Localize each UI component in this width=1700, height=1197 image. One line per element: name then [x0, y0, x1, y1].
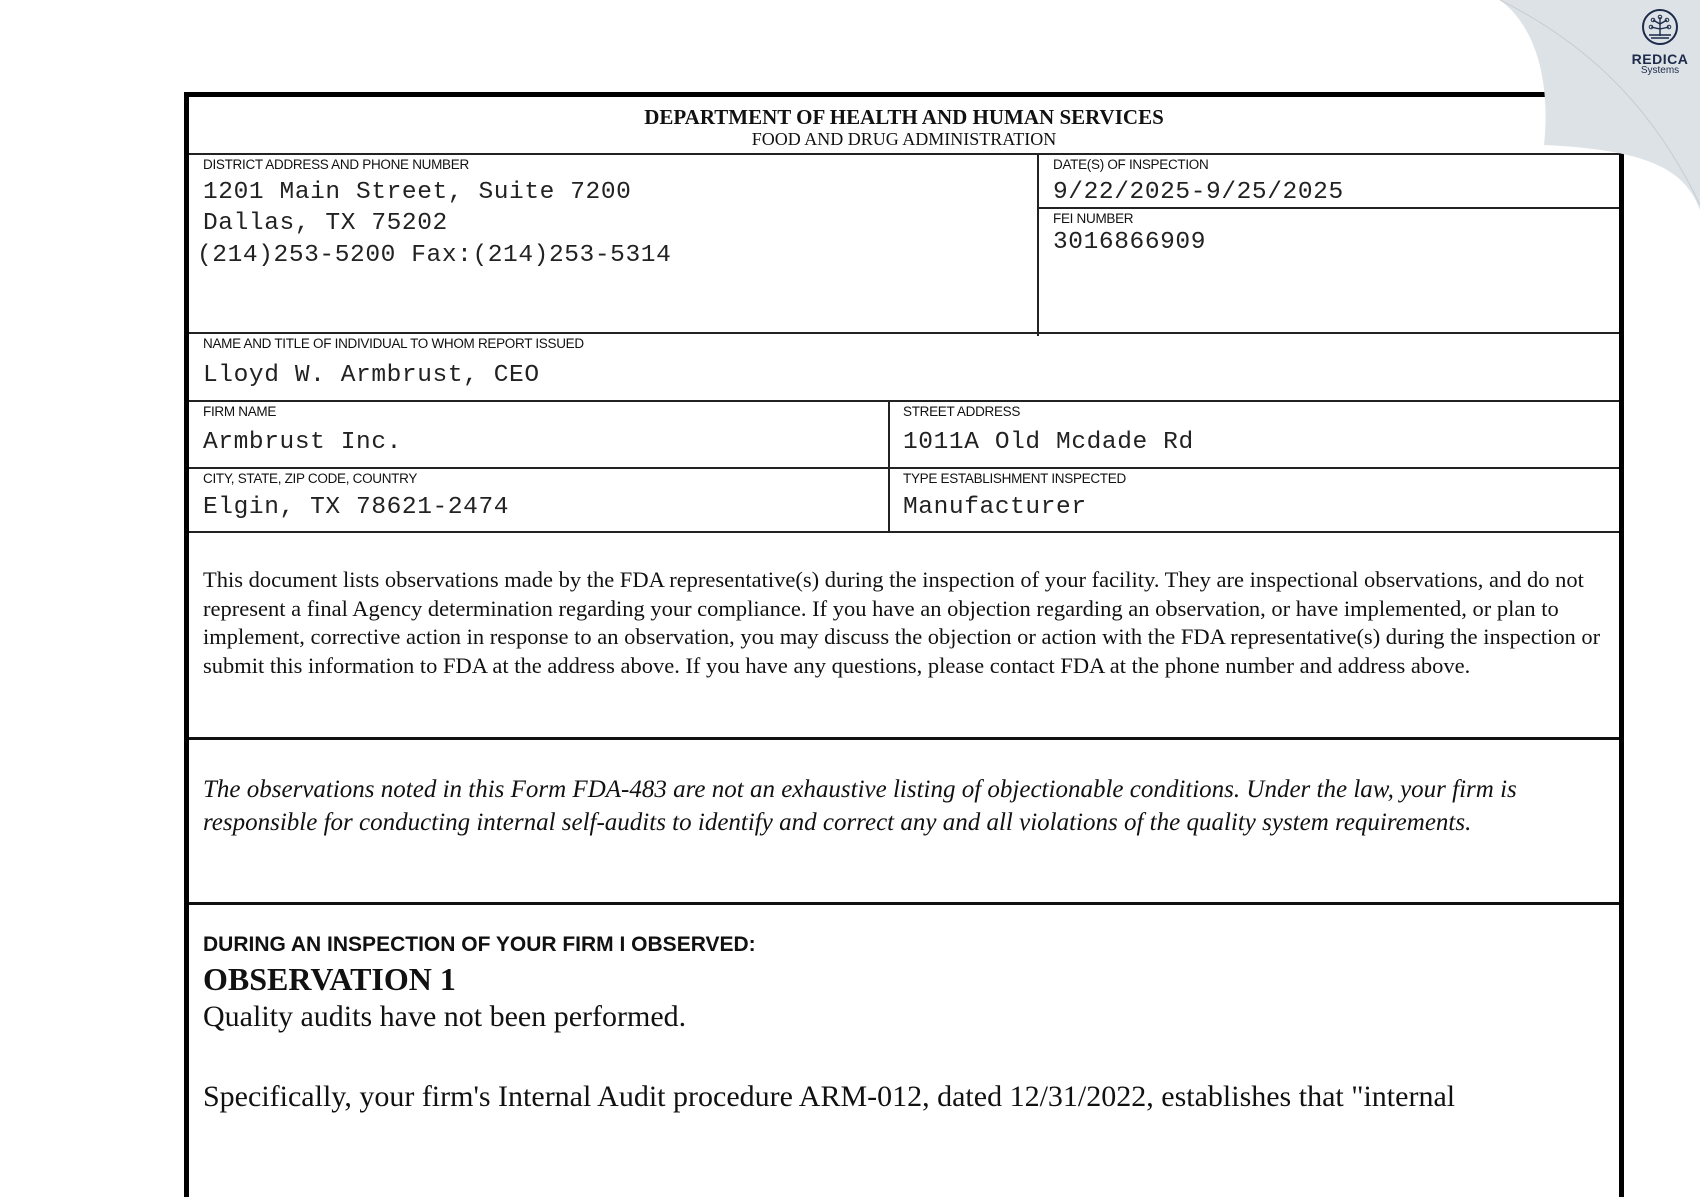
divider: [189, 737, 1619, 740]
fei-label: FEI NUMBER: [1053, 211, 1134, 226]
logo-sub: Systems: [1640, 65, 1680, 76]
city-value: Elgin, TX 78621-2474: [203, 494, 510, 521]
divider: [189, 332, 1619, 334]
firm-name-label: FIRM NAME: [203, 404, 277, 419]
district-phone: (214)253-5200 Fax:(214)253-5314: [197, 242, 672, 269]
district-label: DISTRICT ADDRESS AND PHONE NUMBER: [203, 157, 469, 172]
notice-paragraph: This document lists observations made by the FDA representative(s) during the inspection of your facility. They are inspectional observations, and do not represent a final Agency determination regarding your compliance. If you have an objection regarding an observation, or have implemented, or plan to implement, corrective action in response to an observation, you may discuss the objection or action with the FDA representative(s) during the inspection or submit this information to FDA at the address above. If you have any questions, please contact FDA at the phone number and address above.: [203, 567, 1601, 678]
inspection-dates-value: 9/22/2025-9/25/2025: [1053, 179, 1344, 206]
redica-tree-icon: [1641, 8, 1679, 46]
street-address-value: 1011A Old Mcdade Rd: [903, 429, 1194, 456]
observation-summary: Quality audits have not been performed.: [203, 1000, 687, 1033]
district-address-line1: 1201 Main Street, Suite 7200: [203, 179, 632, 206]
establishment-value: Manufacturer: [903, 494, 1087, 521]
fei-value: 3016866909: [1053, 229, 1207, 256]
street-address-label: STREET ADDRESS: [903, 404, 1021, 419]
establishment-label: TYPE ESTABLISHMENT INSPECTED: [903, 471, 1126, 486]
divider: [189, 467, 1619, 469]
observation-title: OBSERVATION 1: [203, 961, 456, 997]
report-to-label: NAME AND TITLE OF INDIVIDUAL TO WHOM REPORT ISSUED: [203, 336, 584, 351]
district-address-line2: Dallas, TX 75202: [203, 210, 448, 237]
observations-heading: DURING AN INSPECTION OF YOUR FIRM I OBSERVED:: [203, 933, 756, 956]
divider: [189, 902, 1619, 905]
disclaimer-paragraph: The observations noted in this Form FDA-483 are not an exhaustive listing of objectionable conditions. Under the law, your firm is responsible for conducting internal self-audits to identify and correct any and all violations of the quality system requirements.: [203, 776, 1517, 836]
divider: [189, 531, 1619, 533]
logo-name: REDICA: [1631, 51, 1689, 67]
fda-483-form: [184, 92, 1624, 1197]
city-label: CITY, STATE, ZIP CODE, COUNTRY: [203, 471, 418, 486]
department-title: DEPARTMENT OF HEALTH AND HUMAN SERVICES: [644, 105, 1164, 129]
divider: [1037, 153, 1039, 336]
redica-logo: [1625, 8, 1695, 76]
divider: [189, 400, 1619, 402]
firm-name-value: Armbrust Inc.: [203, 429, 402, 456]
observation-detail: Specifically, your firm's Internal Audit procedure ARM-012, dated 12/31/2022, establishes that "internal: [203, 1080, 1456, 1113]
report-to-value: Lloyd W. Armbrust, CEO: [203, 362, 540, 389]
agency-title: FOOD AND DRUG ADMINISTRATION: [751, 129, 1057, 149]
inspection-dates-label: DATE(S) OF INSPECTION: [1053, 157, 1209, 172]
divider: [189, 153, 1619, 155]
